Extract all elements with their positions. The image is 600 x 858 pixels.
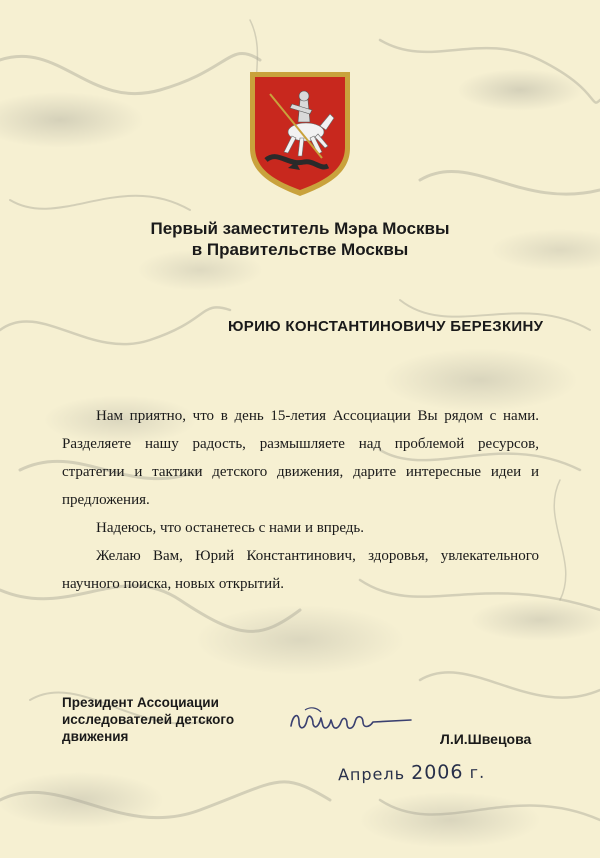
signatory-title-line1: Президент Ассоциации [62, 695, 219, 710]
signatory-title-line2: исследователей детского [62, 712, 235, 727]
issuer-title-line1: Первый заместитель Мэра Москвы [150, 219, 450, 238]
recipient-name: ЮРИЮ КОНСТАНТИНОВИЧУ БЕРЕЗКИНУ [228, 318, 544, 335]
body-paragraph-3: Желаю Вам, Юрий Константинович, здоровья, увлекательного научного поиска, новых открытий. [62, 548, 539, 592]
handwritten-date [338, 761, 485, 786]
moscow-coat-of-arms-icon [248, 70, 352, 198]
signatory-title [62, 694, 262, 745]
handwritten-signature [285, 700, 415, 740]
date-year: 2006 [410, 761, 464, 785]
body-paragraph-2: Надеюсь, что останетесь с нами и впредь. [96, 520, 365, 536]
date-suffix: г. [469, 762, 486, 782]
date-month: Апрель [337, 764, 406, 785]
signatory-name: Л.И.Швецова [440, 731, 532, 747]
body-paragraph-1: Нам приятно, что в день 15-летия Ассоциации Вы рядом с нами. Разделяете нашу радость, размышляете над проблемой ресурсов, стратегии и тактики детского движения, дарите интересные идеи и предложения. [62, 408, 539, 508]
issuer-title-line2: в Правительстве Москвы [191, 240, 409, 259]
signatory-title-line3: движения [62, 729, 129, 744]
